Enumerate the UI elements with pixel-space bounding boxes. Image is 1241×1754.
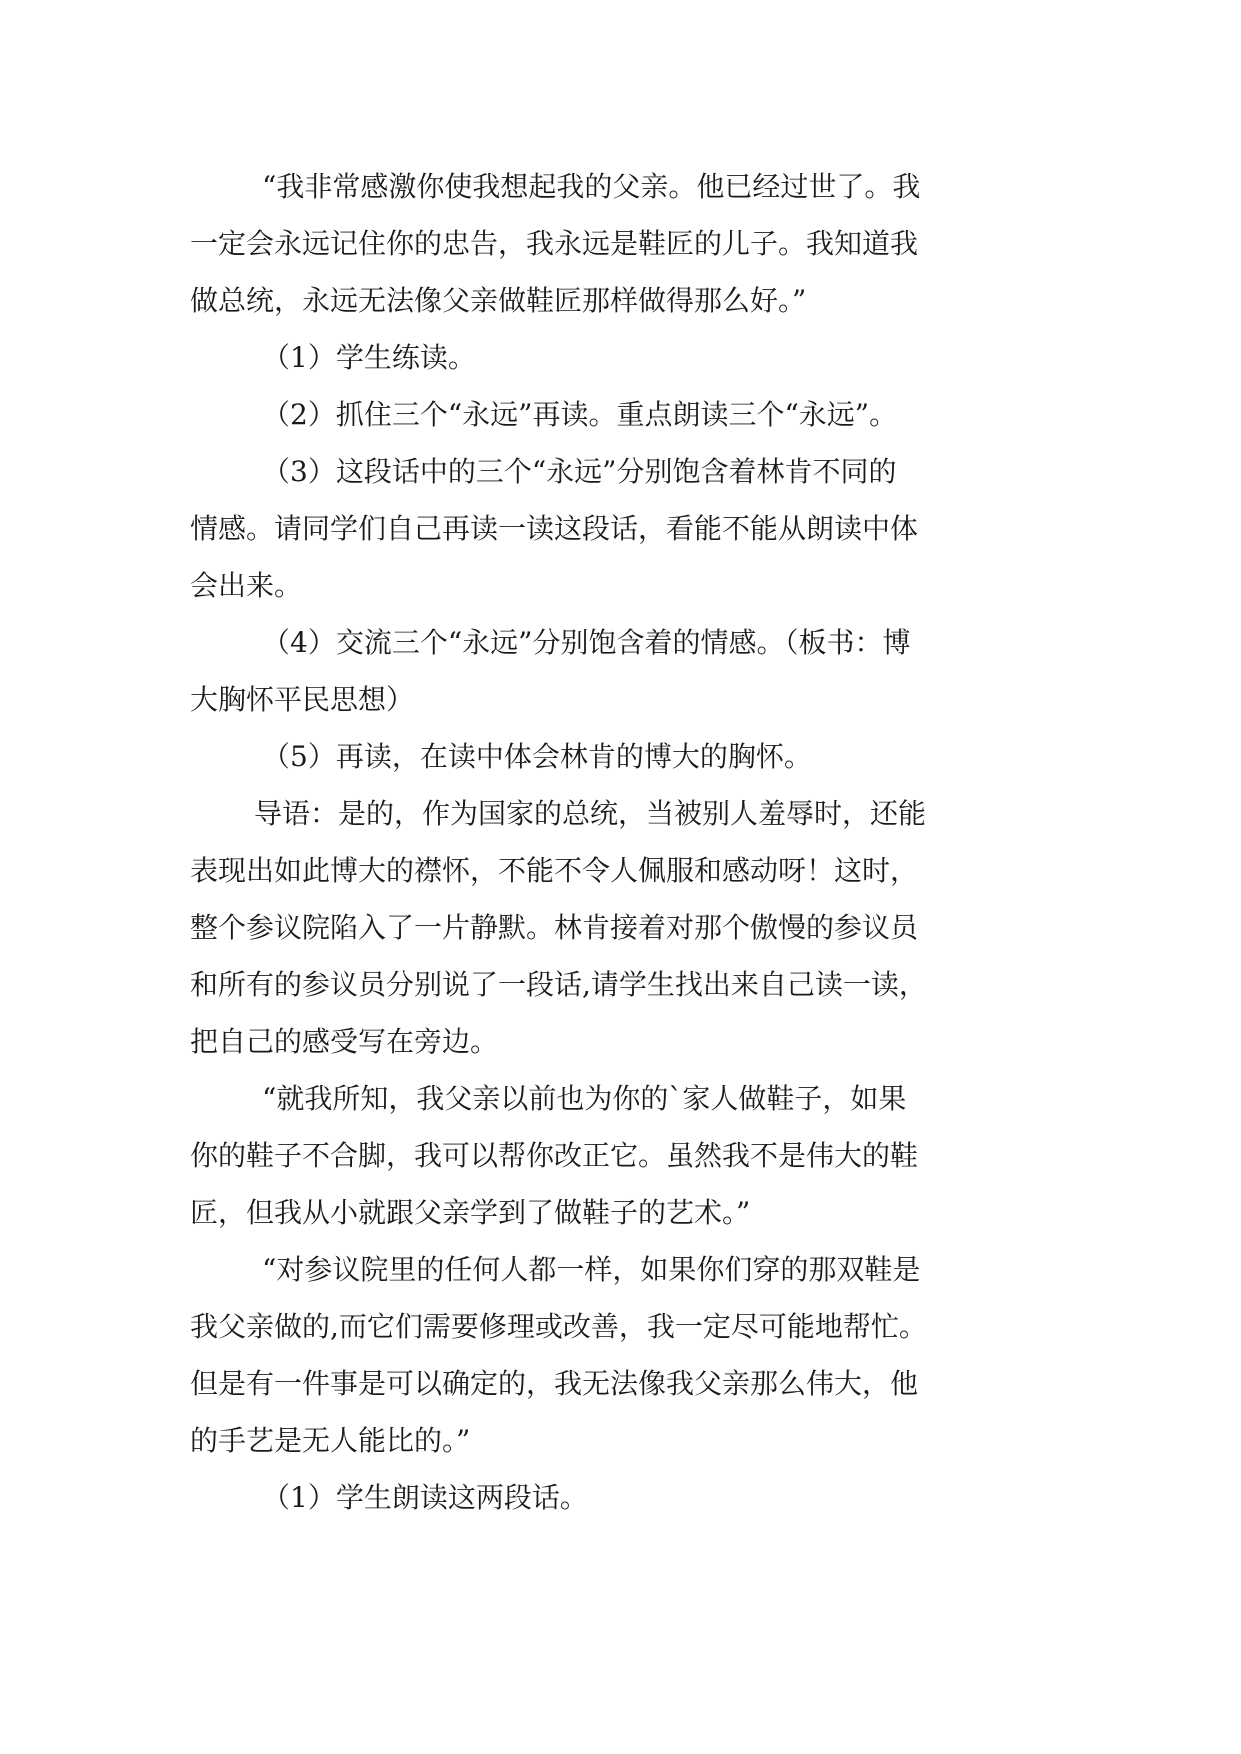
text-line: 大胸怀平民思想）: [190, 683, 415, 716]
text-line: 做总统，永远无法像父亲做鞋匠那样做得那么好。”: [190, 284, 807, 317]
text-line: （3）这段话中的三个“永远”分别饱含着林肯不同的: [262, 455, 897, 488]
text-line: 你的鞋子不合脚，我可以帮你改正它。虽然我不是伟大的鞋: [190, 1139, 919, 1172]
text-line: “对参议院里的任何人都一样，如果你们穿的那双鞋是: [262, 1253, 921, 1286]
text-line: （2）抓住三个“永远”再读。重点朗读三个“永远”。: [262, 398, 898, 431]
text-line: 但是有一件事是可以确定的，我无法像我父亲那么伟大，他: [190, 1367, 919, 1400]
text-line: 导语：是的，作为国家的总统，当被别人羞辱时，还能: [254, 797, 927, 830]
text-line: “就我所知，我父亲以前也为你的`家人做鞋子，如果: [262, 1082, 907, 1115]
text-line: （5）再读，在读中体会林肯的博大的胸怀。: [262, 740, 812, 773]
text-line: 表现出如此博大的襟怀，不能不令人佩服和感动呀！这时，: [190, 854, 919, 887]
text-line: 情感。请同学们自己再读一读这段话，看能不能从朗读中体: [190, 512, 919, 545]
text-line: 和所有的参议员分别说了一段话,请学生找出来自己读一读，: [190, 968, 927, 1001]
text-line: “我非常感激你使我想起我的父亲。他已经过世了。我: [262, 170, 921, 203]
text-line: 把自己的感受写在旁边。: [190, 1025, 499, 1058]
text-line: 的手艺是无人能比的。”: [190, 1424, 471, 1457]
text-line: （1）学生练读。: [262, 341, 476, 374]
text-line: 会出来。: [190, 569, 303, 602]
text-line: （1）学生朗读这两段话。: [262, 1481, 588, 1514]
text-line: （4）交流三个“永远”分别饱含着的情感。（板书：博: [262, 626, 911, 659]
text-line: 整个参议院陷入了一片静默。林肯接着对那个傲慢的参议员: [190, 911, 919, 944]
text-line: 一定会永远记住你的忠告，我永远是鞋匠的儿子。我知道我: [190, 227, 919, 260]
text-line: 匠，但我从小就跟父亲学到了做鞋子的艺术。”: [190, 1196, 751, 1229]
text-line: 我父亲做的,而它们需要修理或改善，我一定尽可能地帮忙。: [190, 1310, 927, 1343]
